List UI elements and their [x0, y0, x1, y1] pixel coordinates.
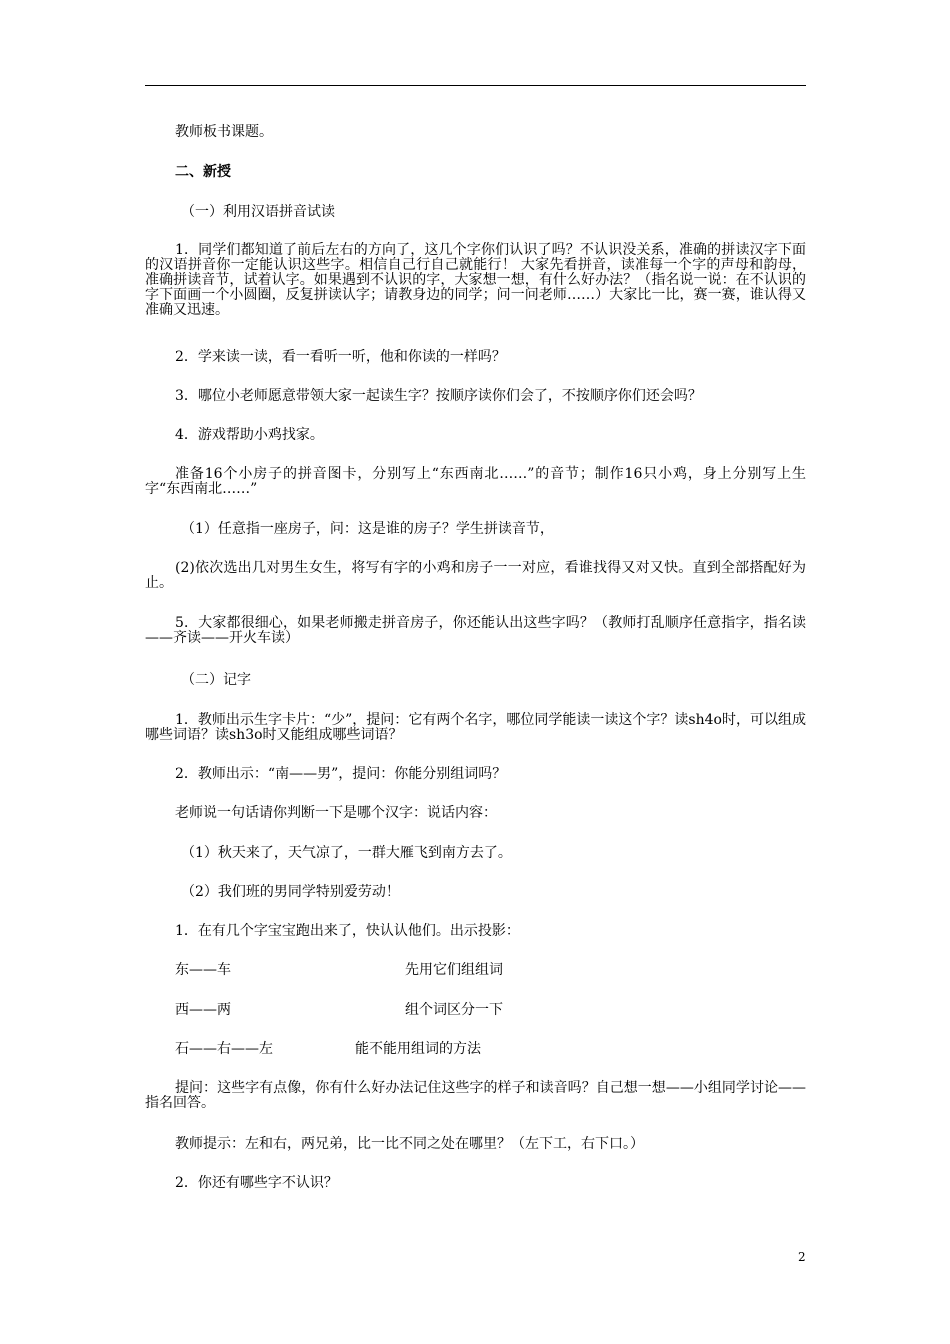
paragraph-prepare-cards: 准备16个小房子的拼音图卡，分别写上“东西南北……”的音节；制作16只小鸡，身上分别写上生字“东西南北……”	[145, 466, 806, 497]
pair-note: 能不能用组词的方法	[355, 1041, 481, 1057]
paragraph-example-1: （1）秋天来了，天气凉了，一群大雁飞到南方去了。	[181, 845, 512, 861]
pair-chars: 石——右——左	[175, 1041, 273, 1057]
paragraph-sub-2: (2)依次选出几对男生女生，将写有字的小鸡和房子一一对应，看谁找得又对又快。直到全部搭配好为止。	[145, 560, 806, 591]
subheading-remember: （二）记字	[181, 672, 251, 688]
paragraph-nan-nan: 2．教师出示：“南——男”，提问：你能分别组词吗？	[175, 766, 507, 782]
paragraph-item-5: 5．大家都很细心，如果老师搬走拼音房子，你还能认出这些字吗？（教师打乱顺序任意指字，指名读——齐读——开火车读）	[145, 615, 806, 646]
paragraph-sub-1: （1）任意指一座房子，问：这是谁的房子？学生拼读音节，	[181, 521, 554, 537]
page-number: 2	[798, 1250, 806, 1264]
section-heading-new-lesson: 二、新授	[175, 164, 231, 180]
paragraph-card-shao: 1．教师出示生字卡片：“少”，提问：它有两个名字，哪位同学能读一读这个字？读sh4o时，可以组成哪些词语？读sh3o时又能组成哪些词语？	[145, 712, 806, 743]
paragraph-item-1: 1．同学们都知道了前后左右的方向了，这几个字你们认识了吗？不认识没关系，准确的拼读汉字下面的汉语拼音你一定能认识这些字。相信自己行自己就能行！ 大家先看拼音，读准每一个字的声母和韵母，准确拼读音节，试着认字。如果遇到不认识的字，大家想一想，有什么好办法？（指名说一说：在不认识的字下面画一个小圆圈，反复拼读认字；请教身边的同学；问一问老师……）大家比一比，赛一赛，谁认得又准确又迅速。	[145, 242, 806, 318]
header-rule	[145, 85, 806, 86]
pair-note: 组个词区分一下	[405, 1002, 503, 1018]
paragraph-item-4: 4．游戏帮助小鸡找家。	[175, 427, 324, 443]
paragraph-question: 提问：这些字有点像，你有什么好办法记住这些字的样子和读音吗？自己想一想——小组同学讨论——指名回答。	[145, 1080, 806, 1111]
paragraph-example-2: （2）我们班的男同学特别爱劳动！	[181, 884, 400, 900]
paragraph-item-2: 2．学来读一读，看一看听一听，他和你读的一样吗？	[175, 349, 506, 365]
pair-note: 先用它们组组词	[405, 962, 503, 978]
subheading-pinyin-reading: （一）利用汉语拼音试读	[181, 204, 335, 220]
paragraph-item-3: 3．哪位小老师愿意带领大家一起读生字？按顺序读你们会了，不按顺序你们还会吗？	[175, 388, 702, 404]
paragraph-board: 教师板书课题。	[175, 124, 273, 140]
pair-chars: 西——两	[175, 1002, 231, 1018]
pair-chars: 东——车	[175, 962, 231, 978]
paragraph-teacher-says: 老师说一句话请你判断一下是哪个汉字：说话内容：	[175, 805, 497, 821]
paragraph-unknown-chars: 2．你还有哪些字不认识？	[175, 1175, 338, 1191]
paragraph-projection: 1．在有几个字宝宝跑出来了，快认认他们。出示投影：	[175, 923, 520, 939]
paragraph-teacher-hint: 教师提示：左和右，两兄弟，比一比不同之处在哪里？（左下工，右下口。）	[175, 1136, 644, 1152]
